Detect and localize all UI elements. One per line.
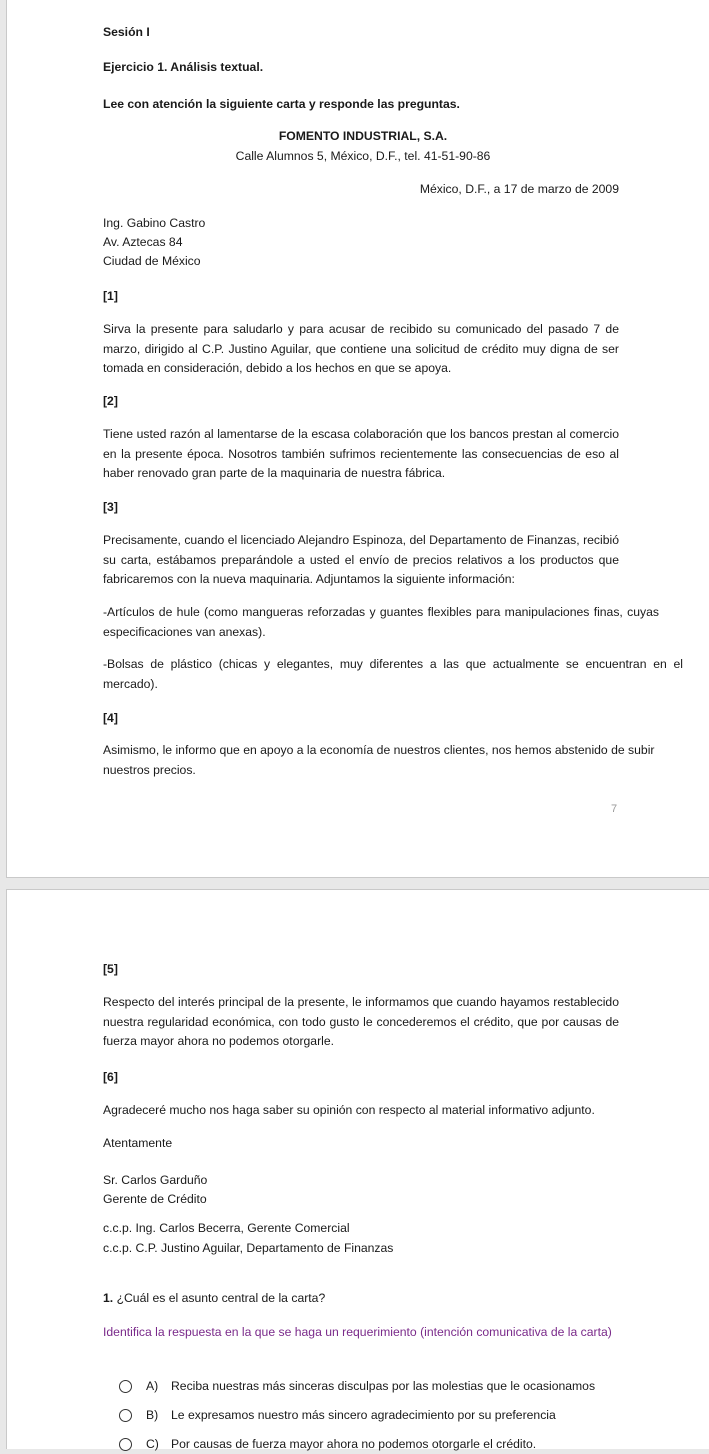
recipient-city: Ciudad de México <box>103 254 201 268</box>
signer-name: Sr. Carlos Garduño <box>103 1173 208 1187</box>
option-c[interactable] <box>119 1434 536 1454</box>
recipient-street: Av. Aztecas 84 <box>103 235 183 249</box>
paragraph-text: Precisamente, cuando el licenciado Alejandro Espinoza, del Departamento de Finanzas, recibió su carta, estábamos preparándole a usted el envío de precios relativos a los productos que fabricaremos con la nueva maquinaria. Adjuntamos la siguiente información: <box>103 533 619 586</box>
exercise-title: Ejercicio 1. Análisis textual. <box>103 60 264 74</box>
document-page-2 <box>6 889 709 1449</box>
letter-address: Calle Alumnos 5, México, D.F., tel. 41-51-90-86 <box>235 149 491 163</box>
session-title: Sesión I <box>103 25 150 39</box>
document-page-1 <box>6 0 709 878</box>
signer-title: Gerente de Crédito <box>103 1192 207 1206</box>
option-text: Por causas de fuerza mayor ahora no podemos otorgarle el crédito. <box>171 1437 537 1451</box>
option-letter: A) <box>146 1379 159 1393</box>
closing: Atentamente <box>103 1136 173 1150</box>
letter-date: México, D.F., a 17 de marzo de 2009 <box>419 182 619 196</box>
radio-icon[interactable] <box>119 1380 132 1393</box>
recipient-name: Ing. Gabino Castro <box>103 216 206 230</box>
bullet-item: -Artículos de hule (como mangueras reforzadas y guantes flexibles para manipulaciones finas, cuyas especificaciones van anexas). <box>103 605 659 639</box>
paragraph-number: [6] <box>103 1070 118 1084</box>
paragraph-text: Tiene usted razón al lamentarse de la escasa colaboración que los bancos prestan al comercio en la presente época. Nosotros también sufrimos recientemente las consecuencias de eso al haber renovado gran parte de la maquinaria de nuestra fábrica. <box>103 427 619 480</box>
paragraph-text: Sirva la presente para saludarlo y para acusar de recibido su comunicado del pasado 7 de marzo, dirigido al C.P. Justino Aguilar, que contiene una solicitud de crédito muy digna de ser tomada en consideración, debido a los hechos en que se apoya. <box>103 322 619 375</box>
question-1 <box>103 1289 325 1309</box>
paragraph-number: [4] <box>103 711 118 725</box>
page-number: 7 <box>611 803 618 815</box>
question-text: ¿Cuál es el asunto central de la carta? <box>116 1291 326 1305</box>
option-letter: B) <box>146 1408 159 1422</box>
cc-line: c.c.p. Ing. Carlos Becerra, Gerente Comercial <box>103 1221 350 1235</box>
paragraph-number: [2] <box>103 394 118 408</box>
question-hint: Identifica la respuesta en la que se haga un requerimiento (intención comunicativa de la carta) <box>103 1325 612 1339</box>
cc-line: c.c.p. C.P. Justino Aguilar, Departamento de Finanzas <box>103 1241 394 1255</box>
letter-company: FOMENTO INDUSTRIAL, S.A. <box>278 129 448 143</box>
instruction: Lee con atención la siguiente carta y responde las preguntas. <box>103 97 460 111</box>
paragraph-number: [1] <box>103 289 118 303</box>
option-b[interactable] <box>119 1405 556 1425</box>
paragraph-text: Respecto del interés principal de la presente, le informamos que cuando hayamos restablecido nuestra regularidad económica, con todo gusto le concederemos el crédito, que por causas de fuerza mayor ahora no podemos otorgarle. <box>103 995 619 1048</box>
option-letter: C) <box>146 1437 159 1451</box>
bullet-item: -Bolsas de plástico (chicas y elegantes, muy diferentes a las que actualmente se encuentran en el mercado). <box>103 657 683 691</box>
option-text: Le expresamos nuestro más sincero agradecimiento por su preferencia <box>171 1408 556 1422</box>
option-a[interactable] <box>119 1376 595 1396</box>
paragraph-text: Asimismo, le informo que en apoyo a la economía de nuestros clientes, nos hemos abstenido de subir nuestros precios. <box>103 743 655 777</box>
paragraph-number: [5] <box>103 962 118 976</box>
question-number: 1. <box>103 1291 114 1305</box>
paragraph-text: Agradeceré mucho nos haga saber su opinión con respecto al material informativo adjunto. <box>103 1103 595 1117</box>
option-text: Reciba nuestras más sinceras disculpas por las molestias que le ocasionamos <box>171 1379 596 1393</box>
paragraph-number: [3] <box>103 500 118 514</box>
radio-icon[interactable] <box>119 1409 132 1422</box>
